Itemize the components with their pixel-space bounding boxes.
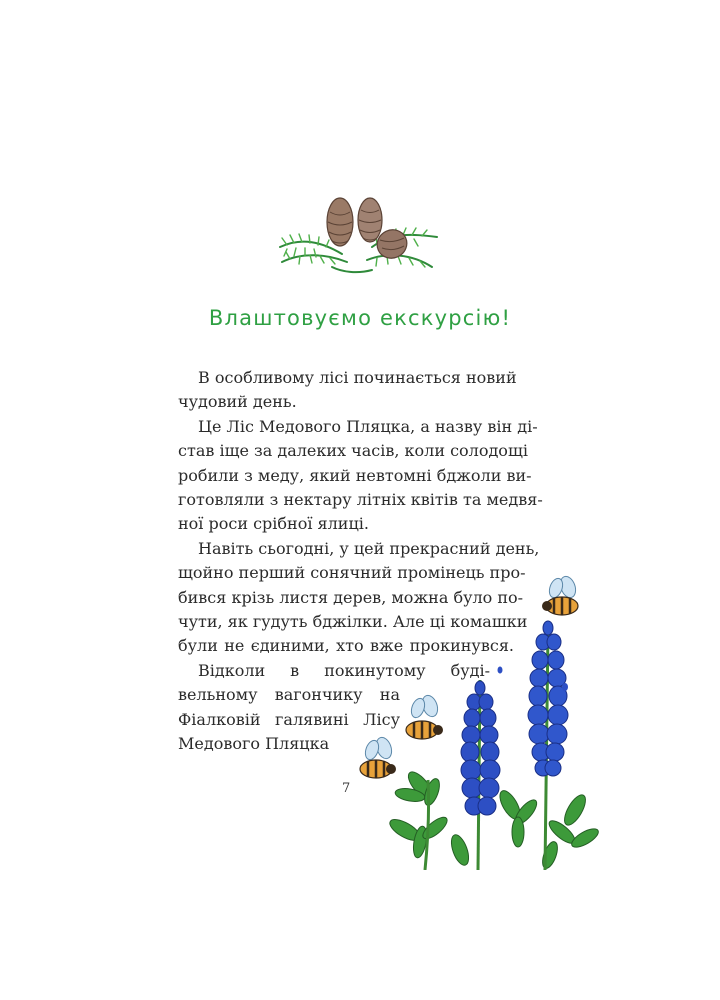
text-line: готовляли з нектару літніх квітів та медвя- (178, 490, 543, 510)
pine-cones-icon (272, 192, 442, 284)
text-line: вельному вагончику на (178, 685, 400, 705)
text-line: Медового Пляцка (178, 734, 330, 754)
text-line: бився крізь листя дерев, можна було по- (178, 587, 524, 607)
page-number: 7 (342, 781, 351, 796)
text-line: ної роси срібної ялиці. (178, 514, 369, 534)
bee-icon (360, 735, 396, 778)
lupine-bees-illustration (340, 570, 610, 870)
text-line: були не єдиними, хто вже прокинувся. (178, 636, 514, 656)
text-line: щойно перший сонячний промінець про- (178, 563, 526, 583)
text-line: Фіалковій галявині Лісу (178, 709, 400, 729)
text-line: став іще за далеких часів, коли солодощі (178, 441, 528, 461)
chapter-title: Влаштовуємо екскурсію! (208, 306, 512, 331)
bee-icon (542, 574, 578, 615)
text-line: В особливому лісі починається новий (198, 368, 517, 387)
text-line: Навіть сьогодні, у цей прекрасний день, (198, 538, 540, 558)
text-line: чудовий день. (178, 392, 297, 412)
text-line: Відколи в покинутому буді- (198, 660, 490, 680)
text-line: Це Ліс Медового Пляцка, а назву він ді- (198, 416, 538, 436)
text-line: робили з меду, який невтомні бджоли ви- (178, 465, 532, 485)
bee-icon (406, 693, 443, 739)
text-line: чути, як гудуть бджілки. Але ці комашки (178, 612, 528, 632)
